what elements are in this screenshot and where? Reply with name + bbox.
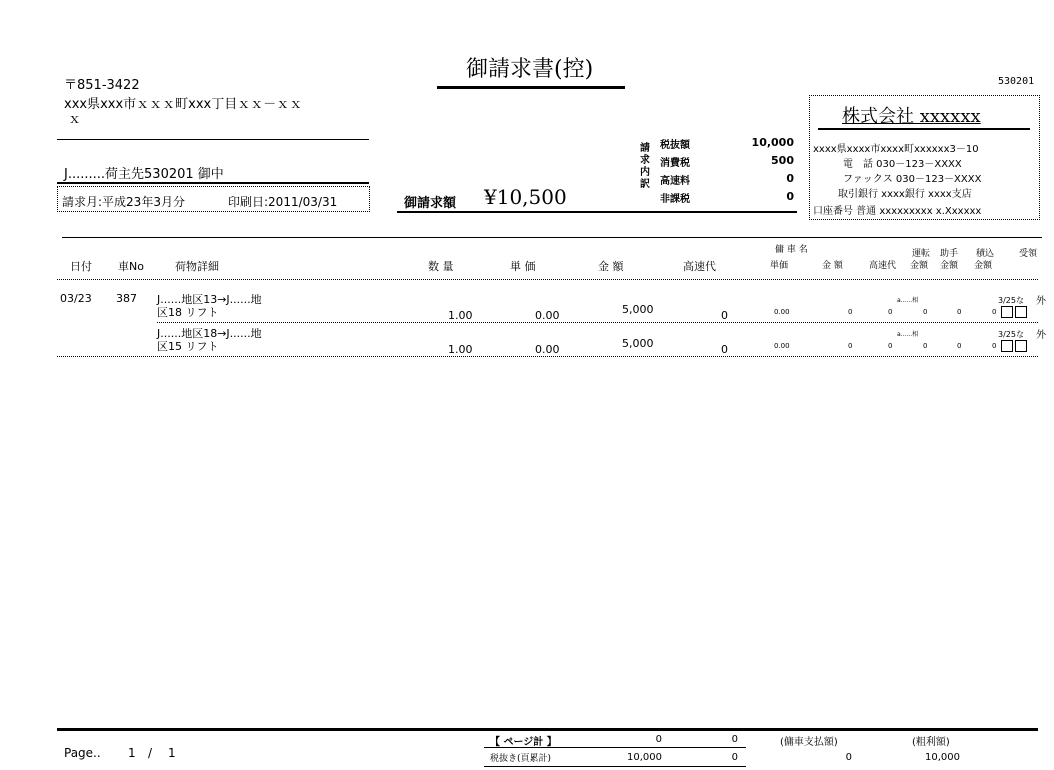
company-tel: 電 話 030－123－XXXX — [843, 159, 962, 170]
charter-paid-label: (傭車支払額) — [780, 737, 838, 748]
breakdown-side-char-2: 求 — [640, 155, 650, 166]
footer-sub-rule — [484, 747, 746, 748]
recipient-name: J.........荷主先530201 御中 — [64, 167, 224, 182]
breakdown-side-char-3: 内 — [640, 167, 650, 178]
billing-month: 請求月:平成23年3月分 — [62, 195, 185, 209]
tax-excluded-value-1: 10,000 — [627, 752, 662, 763]
col-header-driver-top: 運転 — [912, 249, 931, 259]
row-2-charter-amount: 0 — [848, 342, 853, 350]
col-header-detail: 荷物詳細 — [175, 260, 219, 273]
company-fax: ファックス 030－123－XXXX — [843, 174, 982, 185]
row-1-unit-price: 0.00 — [535, 309, 560, 322]
tax-excluded-value-2: 0 — [731, 752, 738, 763]
page-total-value-2: 0 — [731, 734, 738, 745]
col-header-helper-top: 助手 — [940, 249, 959, 259]
breakdown-label-consumption-tax: 消費税 — [660, 158, 690, 169]
row-1-date: 03/23 — [60, 292, 92, 305]
row-1-outside: 外 — [1036, 296, 1046, 307]
row-1-stamp: 3/25な — [998, 296, 1024, 305]
tax-excluded-label: 税抜き(頁累計) — [490, 754, 552, 764]
row-1-detail-line-2: 区18 リフト — [157, 306, 219, 319]
row-2-detail-line-1: J......地区18→J......地 — [157, 327, 262, 340]
row-1-note: a......相 — [897, 297, 919, 304]
breakdown-value-highway: 0 — [786, 172, 794, 185]
breakdown-side-char-4: 訳 — [640, 179, 650, 190]
col-header-driver-bottom: 金額 — [910, 261, 929, 271]
row-1-charter-highway: 0 — [888, 308, 893, 316]
company-account: 口座番号 普通 xxxxxxxxx x.Xxxxxx — [813, 206, 982, 217]
breakdown-label-non-taxable: 非課税 — [660, 194, 690, 205]
col-header-amount: 金 額 — [598, 260, 624, 273]
breakdown-label-tax-excluded: 税抜額 — [660, 140, 690, 151]
table-header-rule — [57, 279, 1038, 280]
gross-profit-label: (粗利額) — [912, 737, 950, 748]
row-2-unit-price: 0.00 — [535, 343, 560, 356]
postal-code: 〒851-3422 — [64, 78, 140, 93]
total-amount: ¥10,500 — [484, 185, 567, 209]
row-1-charter-unit: 0.00 — [774, 308, 790, 316]
col-header-highway: 高速代 — [683, 260, 716, 273]
company-name: 株式会社 xxxxxx — [842, 106, 981, 127]
row-2-helper: 0 — [957, 342, 962, 350]
company-bank: 取引銀行 xxxx銀行 xxxx支店 — [838, 189, 972, 200]
page-current: 1 — [128, 746, 136, 760]
total-underline — [397, 211, 797, 213]
col-header-charter-highway: 高速代 — [869, 261, 897, 271]
footer-rule — [57, 728, 1038, 731]
row-2-checkbox-1[interactable] — [1001, 340, 1013, 352]
doc-number: 530201 — [998, 76, 1035, 87]
company-name-underline — [818, 128, 1030, 130]
col-header-helper-bottom: 金額 — [940, 261, 959, 271]
page-total-label: 【 ページ計 】 — [490, 737, 557, 748]
address-line-1: xxx県xxx市ｘｘｘ町xxx丁目ｘｘ－ｘｘ — [64, 97, 303, 112]
row-2-charter-highway: 0 — [888, 342, 893, 350]
page-title: 御請求書(控) — [466, 57, 594, 82]
breakdown-value-tax-excluded: 10,000 — [751, 136, 794, 149]
row-1-received-checkboxes[interactable] — [999, 304, 1027, 318]
col-header-loading-top: 積込 — [976, 249, 995, 259]
table-top-rule — [62, 237, 1042, 238]
col-header-charter-unit: 単価 — [770, 261, 789, 271]
company-address: xxxx県xxxx市xxxx町xxxxxx3－10 — [813, 144, 979, 155]
charter-paid-value: 0 — [845, 752, 852, 763]
breakdown-value-non-taxable: 0 — [786, 190, 794, 203]
row-2-outside: 外 — [1036, 330, 1046, 341]
breakdown-side-char-1: 請 — [640, 143, 650, 154]
row-1-checkbox-2[interactable] — [1015, 306, 1027, 318]
row-1-loading: 0 — [992, 308, 997, 316]
row-2-rule — [57, 356, 1038, 357]
row-2-charter-unit: 0.00 — [774, 342, 790, 350]
row-1-qty: 1.00 — [448, 309, 473, 322]
breakdown-side-label — [640, 143, 652, 191]
total-label: 御請求額 — [404, 196, 457, 211]
address-line-2: ｘ — [68, 112, 82, 127]
gross-profit-value: 10,000 — [925, 752, 960, 763]
col-header-charter-amount: 金 額 — [822, 261, 843, 271]
page-label: Page.. — [64, 746, 101, 760]
col-header-charter-title: 傭 車 名 — [775, 245, 808, 255]
row-2-loading: 0 — [992, 342, 997, 350]
page-total: 1 — [168, 746, 176, 760]
row-1-driver: 0 — [923, 308, 928, 316]
col-header-received: 受領 — [1019, 249, 1038, 259]
row-2-checkbox-2[interactable] — [1015, 340, 1027, 352]
print-date: 印刷日:2011/03/31 — [228, 195, 338, 209]
breakdown-value-consumption-tax: 500 — [771, 154, 794, 167]
footer-bottom-rule — [484, 766, 746, 767]
page-total-value-1: 0 — [655, 734, 662, 745]
row-1-detail-line-1: J......地区13→J......地 — [157, 293, 262, 306]
col-header-loading-bottom: 金額 — [974, 261, 993, 271]
row-1-amount: 5,000 — [622, 303, 654, 316]
row-2-amount: 5,000 — [622, 337, 654, 350]
title-underline — [437, 86, 625, 89]
row-2-stamp: 3/25な — [998, 330, 1024, 339]
page-separator: / — [148, 746, 153, 760]
col-header-date: 日付 — [70, 260, 92, 273]
row-1-checkbox-1[interactable] — [1001, 306, 1013, 318]
recipient-underline — [57, 182, 369, 184]
row-1-helper: 0 — [957, 308, 962, 316]
col-header-unit-price: 単 価 — [510, 260, 536, 273]
breakdown-label-highway: 高速料 — [660, 176, 690, 187]
row-2-qty: 1.00 — [448, 343, 473, 356]
row-1-charter-amount: 0 — [848, 308, 853, 316]
col-header-car: 車No — [118, 260, 144, 273]
row-1-highway: 0 — [721, 309, 728, 322]
row-1-rule — [157, 322, 1038, 323]
row-2-detail-line-2: 区15 リフト — [157, 340, 219, 353]
row-2-driver: 0 — [923, 342, 928, 350]
row-1-car: 387 — [116, 292, 137, 305]
col-header-qty: 数 量 — [428, 260, 454, 273]
address-divider — [57, 139, 369, 140]
row-2-note: a......相 — [897, 331, 919, 338]
row-2-highway: 0 — [721, 343, 728, 356]
row-2-received-checkboxes[interactable] — [999, 338, 1027, 352]
